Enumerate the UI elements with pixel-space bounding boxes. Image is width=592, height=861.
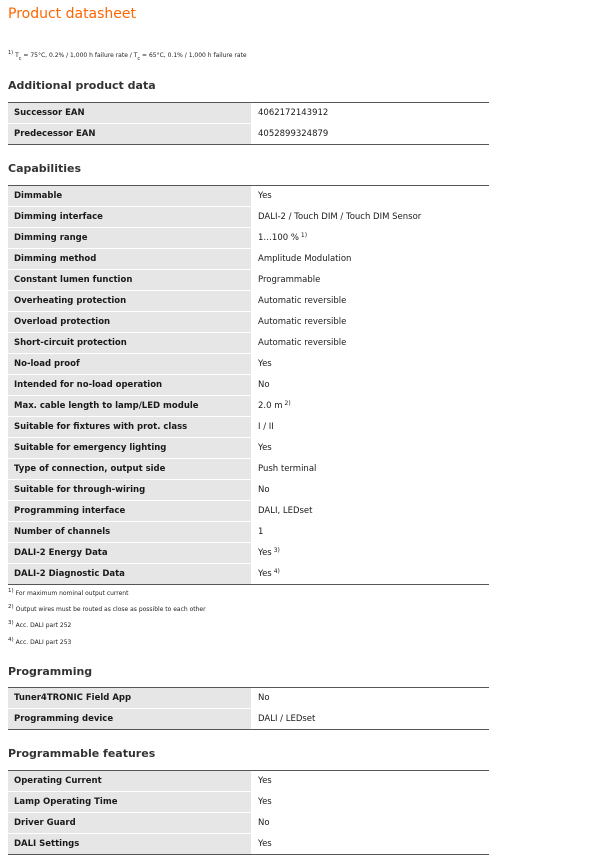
row-value-text: Yes <box>258 191 272 201</box>
row-value-text: Push terminal <box>258 464 317 474</box>
table-row <box>8 438 489 459</box>
table-row <box>8 124 489 145</box>
header-footnote-sub-2: c <box>137 56 141 62</box>
row-label: DALI Settings <box>8 834 251 855</box>
row-value-text: DALI, LEDset <box>258 506 313 516</box>
table-row <box>8 291 489 312</box>
footnote-text: Output wires must be routed as close as possible to each other <box>15 606 206 613</box>
row-value-text: Yes <box>258 548 272 558</box>
footnote-text: Acc. DALI part 252 <box>15 622 72 629</box>
row-label: Type of connection, output side <box>8 459 251 480</box>
row-value <box>251 522 489 543</box>
row-label: Driver Guard <box>8 813 251 834</box>
table-row <box>8 501 489 522</box>
footnote <box>8 622 71 629</box>
row-value <box>251 312 489 333</box>
row-value-text: Automatic reversible <box>258 317 347 327</box>
footnote-text: For maximum nominal output current <box>15 590 129 597</box>
table-row <box>8 228 489 249</box>
header-footnote <box>8 50 247 62</box>
row-label: Tuner4TRONIC Field App <box>8 688 251 709</box>
footnote-ref: 2) <box>284 400 291 407</box>
row-value <box>251 270 489 291</box>
row-label: DALI-2 Diagnostic Data <box>8 564 251 585</box>
footnote-ref: 3) <box>273 547 280 554</box>
row-value <box>251 333 489 354</box>
row-value <box>251 375 489 396</box>
row-label: Successor EAN <box>8 103 251 124</box>
row-label: Suitable for emergency lighting <box>8 438 251 459</box>
footnote <box>8 606 206 613</box>
table-row <box>8 480 489 501</box>
row-value <box>251 396 489 417</box>
table-row <box>8 709 489 730</box>
row-value: No <box>251 813 489 834</box>
row-value <box>251 543 489 564</box>
row-value <box>251 207 489 228</box>
row-value <box>251 480 489 501</box>
footnote-text: Acc. DALI part 253 <box>15 639 72 646</box>
row-label: Predecessor EAN <box>8 124 251 145</box>
row-label: Dimmable <box>8 186 251 207</box>
row-label: Suitable for fixtures with prot. class <box>8 417 251 438</box>
row-value: 4052899324879 <box>251 124 489 145</box>
footnote-ref: 4) <box>273 568 280 575</box>
table-row <box>8 792 489 813</box>
row-value-text: Automatic reversible <box>258 296 347 306</box>
table-row <box>8 834 489 855</box>
header-footnote-text-mid: = 75°C, 0.2% / 1,000 h failure rate / T <box>21 52 138 59</box>
row-value <box>251 501 489 522</box>
row-value-text: Yes <box>258 359 272 369</box>
row-value-text: 1…100 % <box>258 233 299 243</box>
section-title-programmable-features: Programmable features <box>8 747 156 760</box>
row-value: No <box>251 688 489 709</box>
row-value <box>251 417 489 438</box>
header-footnote-marker: 1) <box>8 50 14 56</box>
row-value <box>251 438 489 459</box>
row-value-text: No <box>258 485 270 495</box>
table-row <box>8 103 489 124</box>
row-value <box>251 459 489 480</box>
row-value <box>251 249 489 270</box>
table-row <box>8 354 489 375</box>
header-footnote-text-pre: T <box>15 52 19 59</box>
footnote-number: 3) <box>8 620 14 626</box>
row-label: Number of channels <box>8 522 251 543</box>
footnote-number: 1) <box>8 588 14 594</box>
header-footnote-text-post: = 65°C, 0.1% / 1,000 h failure rate <box>140 52 247 59</box>
row-label: DALI-2 Energy Data <box>8 543 251 564</box>
row-label: Programming interface <box>8 501 251 522</box>
table-row <box>8 270 489 291</box>
footnote <box>8 639 71 646</box>
row-value: Yes <box>251 792 489 813</box>
table-row <box>8 396 489 417</box>
table-row <box>8 459 489 480</box>
table-row <box>8 312 489 333</box>
footnote-number: 2) <box>8 604 14 610</box>
additional-data-table <box>8 102 489 145</box>
footnote-number: 4) <box>8 637 14 643</box>
table-row <box>8 207 489 228</box>
row-value: Yes <box>251 771 489 792</box>
row-value-text: Yes <box>258 569 272 579</box>
table-row <box>8 249 489 270</box>
row-label: Dimming range <box>8 228 251 249</box>
row-label: Max. cable length to lamp/LED module <box>8 396 251 417</box>
footnote-ref: 1) <box>300 232 308 239</box>
table-row <box>8 522 489 543</box>
row-value <box>251 291 489 312</box>
row-label: Suitable for through-wiring <box>8 480 251 501</box>
table-row <box>8 186 489 207</box>
table-row <box>8 417 489 438</box>
row-value-text: Yes <box>258 443 272 453</box>
table-row <box>8 333 489 354</box>
programmable-features-table <box>8 770 489 855</box>
row-label: Overheating protection <box>8 291 251 312</box>
table-row <box>8 688 489 709</box>
footnote <box>8 590 128 597</box>
row-value-text: No <box>258 380 270 390</box>
table-row <box>8 564 489 585</box>
page-title: Product datasheet <box>8 6 137 22</box>
row-value: 4062172143912 <box>251 103 489 124</box>
row-label: Operating Current <box>8 771 251 792</box>
row-label: Dimming method <box>8 249 251 270</box>
row-value-text: 2.0 m <box>258 401 283 411</box>
row-label: No-load proof <box>8 354 251 375</box>
row-value-text: DALI-2 / Touch DIM / Touch DIM Sensor <box>258 212 422 222</box>
row-value <box>251 186 489 207</box>
capabilities-table <box>8 185 489 585</box>
table-row <box>8 375 489 396</box>
row-label: Programming device <box>8 709 251 730</box>
row-value-text: Amplitude Modulation <box>258 254 352 264</box>
row-value: Yes <box>251 834 489 855</box>
table-row <box>8 543 489 564</box>
row-label: Constant lumen function <box>8 270 251 291</box>
programming-table <box>8 687 489 730</box>
row-value <box>251 228 489 249</box>
row-value <box>251 354 489 375</box>
section-title-capabilities: Capabilities <box>8 162 82 175</box>
section-title-additional: Additional product data <box>8 79 156 92</box>
row-value-text: Programmable <box>258 275 321 285</box>
row-label: Short-circuit protection <box>8 333 251 354</box>
section-title-programming: Programming <box>8 665 93 678</box>
row-label: Lamp Operating Time <box>8 792 251 813</box>
row-label: Overload protection <box>8 312 251 333</box>
row-value-text: Automatic reversible <box>258 338 347 348</box>
row-label: Intended for no-load operation <box>8 375 251 396</box>
row-value-text: 1 <box>258 527 264 537</box>
header-footnote-sub-1: c <box>18 56 22 62</box>
row-label: Dimming interface <box>8 207 251 228</box>
table-row <box>8 813 489 834</box>
table-row <box>8 771 489 792</box>
row-value <box>251 564 489 585</box>
row-value-text: I / II <box>258 422 274 432</box>
row-value: DALI / LEDset <box>251 709 489 730</box>
